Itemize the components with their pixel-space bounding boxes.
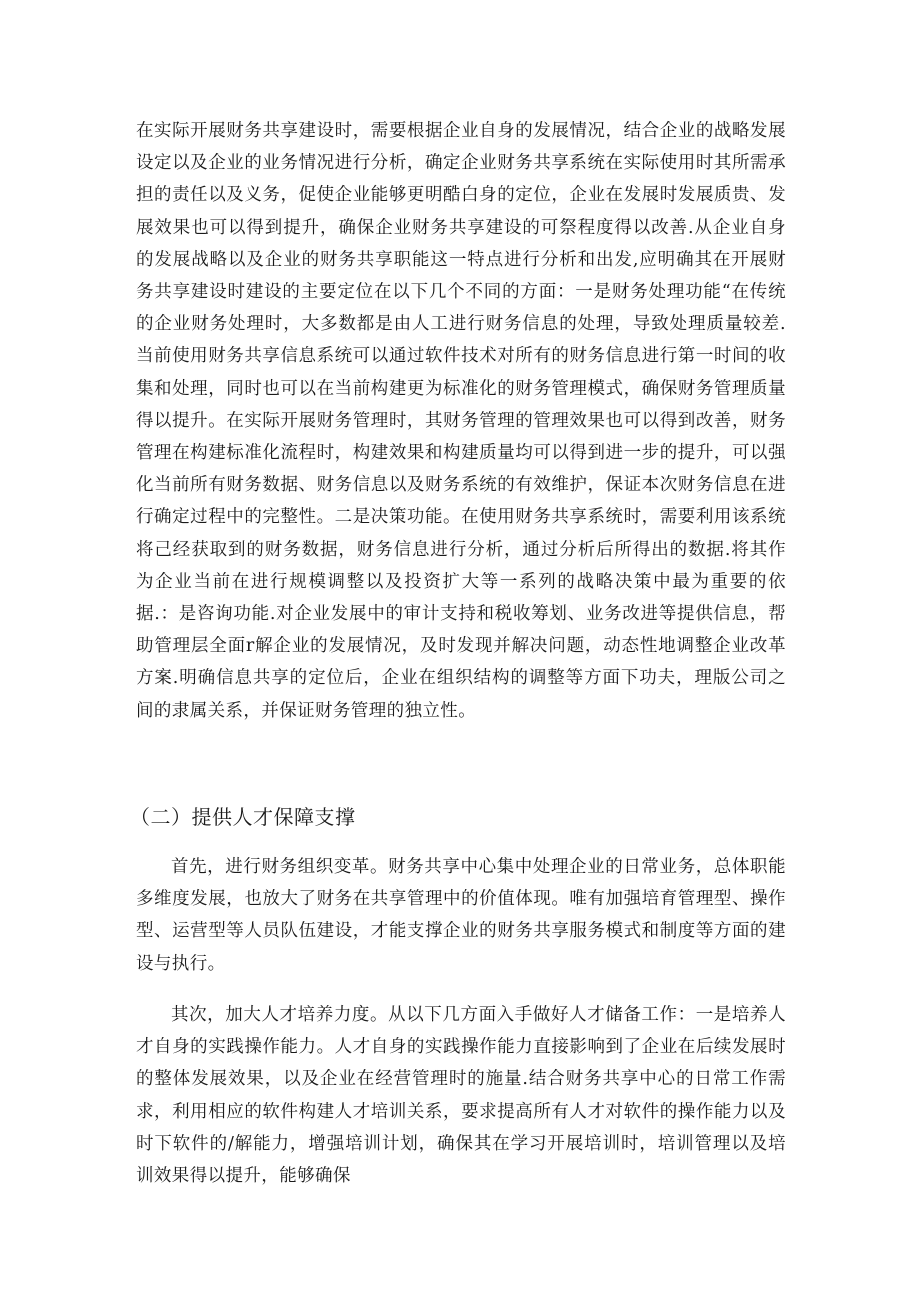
paragraph-financial-sharing-positioning: 在实际开展财务共享建设时，需要根据企业自身的发展情况，结合企业的战略发展设定以及企业的业务情况进行分析，确定企业财务共享系统在实际使用时其所需承担的责任以及义务，促使企业能够更明酷白身的定位，企业在发展时发展质贵、发展效果也可以得到提升，确保企业财务共享建设的可祭程度得以改善.从企业自身的发展战略以及企业的财务共享职能这一特点进行分析和出发,应明确其在开展财务共享建设时建设的主要定位在以下几个不同的方面：一是财务处理功能“在传统的企业财务处理时，大多数都是由人工进行财务信息的处理，导致处理质量较差.当前使用财务共享信息系统可以通过软件技术对所有的财务信息进行第一时间的收集和处理，同时也可以在当前构建更为标准化的财务管理模式，确保财务管理质量得以提升。在实际开展财务管理时，其财务管理的管理效果也可以得到改善，财务管理在构建标准化流程时，构建效果和构建质量均可以得到进一步的提升，可以强化当前所有财务数据、财务信息以及财务系统的有效维护，保证本次财务信息在进行确定过程中的完整性。二是决策功能。在使用财务共享系统时，需要利用该系统将己经获取到的财务数据，财务信息进行分析，通过分析后所得出的数据.将其作为企业当前在进行规模调整以及投资扩大等一系列的战略决策中最为重要的依据.：是咨询功能.对企业发展中的审计支持和税收筹划、业务改进等提供信息，帮助管理层全面r解企业的发展情况，及时发现并解决问题，动态性地调整企业改革方案.明确信息共享的定位后，企业在组织结构的调整等方面下功夫，理版公司之间的隶属关系，并保证财务管理的独立性。 bbox=[136, 121, 786, 721]
paragraph-organizational-reform: 首先，进行财务组织变革。财务共享中心集中处理企业的日常业务，总体职能多维度发展，也放大了财务在共享管理中的价值体现。唯有加强培育管理型、操作型、运营型等人员队伍建设，才能支撑企业的财务共享服务模式和制度等方面的建设与执行。 bbox=[136, 857, 786, 974]
paragraph-talent-training: 其次，加大人才培养力度。从以下几方面入手做好人才储备工作：一是培养人才自身的实践操作能力。人才自身的实践操作能力直接影响到了企业在后续发展时的整体发展效果，以及企业在经营管理时的施量.结合财务共享中心的日常工作需求，利用相应的软件构建人才培训关系，要求提高所有人才对软件的操作能力以及时下软件的/解能力，增强培训计划，确保其在学习开展培训时，培训管理以及培训效果得以提升，能够确保 bbox=[136, 1005, 786, 1187]
section-heading: （二）提供人才保障支撑 bbox=[130, 805, 356, 829]
